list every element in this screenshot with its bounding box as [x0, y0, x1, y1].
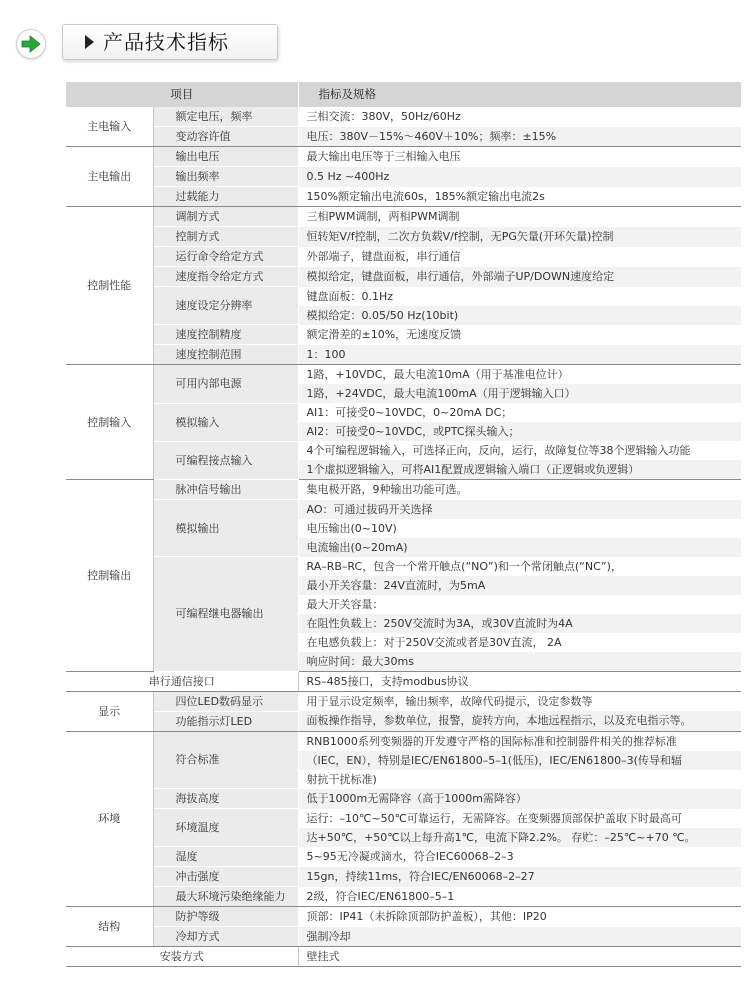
item-cell: 输出电压 — [153, 147, 298, 167]
value-cell: 最大开关容量： — [306, 597, 384, 611]
value-cell: 集电极开路，9种输出功能可选。 — [306, 483, 468, 497]
value-cell: AO：可通过拔码开关选择 — [298, 500, 741, 519]
value-cell: RS–485接口，支持modbus协议 — [298, 671, 741, 691]
table-row — [66, 227, 741, 247]
value-cell: 最大输出电压等于三相输入电压 — [306, 150, 461, 164]
spec-table — [66, 82, 741, 967]
value-cell: 电流输出(0~20mA) — [298, 538, 741, 557]
table-row — [66, 789, 741, 809]
arrow-right-icon — [16, 29, 46, 59]
value-cell: 15gn，持续11ms，符合IEC/EN60068–2–27 — [298, 867, 741, 887]
item-cell: 调制方式 — [153, 207, 298, 227]
value-cell: 面板操作指导，参数单位，报警，旋转方向，本地远程指示，以及充电指示等。 — [298, 711, 741, 731]
category-cell: 显示 — [66, 691, 153, 731]
page-title: 产品技术指标 — [103, 30, 229, 54]
item-cell: 冷却方式 — [153, 927, 298, 947]
value-cell: AI1：可接受0~10VDC，0~20mA DC； — [306, 406, 513, 419]
value-cell: 5~95无冷凝或滴水，符合IEC60068–2–3 — [306, 850, 514, 863]
item-cell: 四位LED数码显示 — [153, 691, 298, 711]
value-cell: 最小开关容量：24V直流时，为5mA — [298, 576, 741, 595]
item-cell: 运行命令给定方式 — [153, 247, 298, 267]
item-cell: 过载能力 — [153, 187, 298, 207]
table-row — [66, 127, 741, 147]
table-row — [66, 365, 741, 385]
item-cell: 功能指示灯LED — [153, 711, 298, 731]
value-cell: 恒转矩V/f控制，二次方负载V/f控制，无PG矢量(开环矢量)控制 — [298, 227, 741, 247]
value-cell: 在电感负载上：对于250V交流或者是30V直流， 2A — [306, 635, 562, 649]
value-cell: 外部端子，键盘面板，串行通信 — [306, 250, 461, 263]
item-cell: 速度控制精度 — [153, 325, 298, 345]
value-cell: 额定滑差的±10%，无速度反馈 — [306, 328, 462, 341]
item-cell: 防护等级 — [153, 907, 298, 927]
table-row — [66, 480, 741, 500]
item-cell: 变动容许值 — [153, 127, 298, 147]
value-cell: 在阻性负载上：250V交流时为3A，或30V直流时为4A — [298, 614, 741, 633]
table-row — [66, 287, 741, 306]
category-cell: 控制输入 — [66, 365, 153, 480]
table-row — [66, 147, 741, 167]
item-cell: 可用内部电源 — [153, 365, 298, 404]
table-row — [66, 947, 741, 967]
value-cell: 模拟给定：0.05/50 Hz(10bit) — [298, 306, 741, 325]
value-cell: 达+50℃，+50℃以上每升高1℃，电流下降2.2%。 存贮：–25℃~+70 ℃。 — [298, 828, 741, 847]
category-cell: 串行通信接口 — [66, 671, 298, 691]
table-row — [66, 403, 741, 422]
category-cell: 主电输入 — [66, 107, 153, 147]
value-cell: 150%额定输出电流60s，185%额定输出电流2s — [298, 187, 741, 207]
table-row — [66, 107, 741, 127]
table-row — [66, 847, 741, 867]
table-row — [66, 441, 741, 460]
value-cell: 响应时间：最大30ms — [298, 652, 741, 672]
item-cell: 控制方式 — [153, 227, 298, 247]
item-cell: 模拟输出 — [153, 500, 298, 557]
header-item: 项目 — [66, 82, 298, 107]
title-box — [62, 24, 278, 60]
value-cell: 0.5 Hz ~400Hz — [298, 167, 741, 187]
item-cell: 额定电压，频率 — [153, 107, 298, 127]
table-row — [66, 907, 741, 927]
value-cell: 强制冷却 — [298, 927, 741, 947]
value-cell: 1路，+10VDC，最大电流10mA（用于基准电位计） — [306, 368, 569, 381]
value-cell: 顶部：IP41（未拆除顶部防护盖板），其他：IP20 — [306, 910, 547, 924]
value-cell: 1个虚拟逻辑输入，可将AI1配置成逻辑输入端口（正逻辑或负逻辑） — [298, 460, 741, 480]
table-row — [66, 731, 741, 751]
item-cell: 模拟输入 — [153, 403, 298, 441]
table-row — [66, 267, 741, 287]
triangle-right-icon — [85, 35, 94, 49]
item-cell: 环境温度 — [153, 809, 298, 847]
table-row — [66, 887, 741, 907]
table-row — [66, 325, 741, 345]
table-row — [66, 809, 741, 828]
value-cell: 2级，符合IEC/EN61800–5–1 — [298, 887, 741, 907]
value-cell: 低于1000m无需降容（高于1000m需降容） — [298, 789, 741, 809]
table-row — [66, 207, 741, 227]
value-cell: 运行：–10℃~50℃可靠运行，无需降容。在变频器顶部保护盖取下时最高可 — [306, 811, 682, 825]
category-cell: 控制输出 — [66, 480, 153, 672]
category-cell: 安装方式 — [66, 947, 298, 967]
item-cell: 冲击强度 — [153, 867, 298, 887]
value-cell: 键盘面板：0.1Hz — [306, 289, 394, 303]
item-cell: 可编程接点输入 — [153, 441, 298, 480]
item-cell: 速度控制范围 — [153, 345, 298, 365]
item-cell: 脉冲信号输出 — [153, 480, 298, 500]
item-cell: 可编程继电器输出 — [153, 557, 298, 672]
table-row — [66, 167, 741, 187]
table-row — [66, 671, 741, 691]
item-cell: 速度设定分辨率 — [153, 287, 298, 325]
table-row — [66, 691, 741, 711]
item-cell: 符合标准 — [153, 731, 298, 789]
value-cell: RNB1000系列变频器的开发遵守严格的国际标准和控制器件相关的推荐标准 — [306, 734, 677, 748]
table-row — [66, 500, 741, 519]
value-cell: 壁挂式 — [298, 947, 741, 967]
table-row — [66, 187, 741, 207]
value-cell: AI2：可接受0~10VDC，或PTC探头输入； — [298, 422, 741, 441]
value-cell: 射抗干扰标准) — [306, 772, 377, 786]
value-cell: 模拟给定，键盘面板，串行通信，外部端子UP/DOWN速度给定 — [298, 267, 741, 287]
item-cell: 湿度 — [153, 847, 298, 867]
category-cell: 结构 — [66, 907, 153, 947]
item-cell: 最大环境污染绝缘能力 — [153, 887, 298, 907]
table-row — [66, 927, 741, 947]
category-cell: 环境 — [66, 731, 153, 907]
value-cell: 电压：380V－15%～460V＋10%；频率：±15% — [298, 127, 741, 147]
item-cell: 速度指令给定方式 — [153, 267, 298, 287]
item-cell: 海拔高度 — [153, 789, 298, 809]
value-cell: RA–RB–RC，包含一个常开触点(“NO”)和一个常闭触点(“NC”)， — [306, 559, 622, 573]
table-row — [66, 557, 741, 576]
table-row — [66, 345, 741, 365]
value-cell: 三相PWM调制，两相PWM调制 — [306, 210, 460, 224]
value-cell: 电压输出(0~10V) — [306, 521, 397, 535]
item-cell: 输出频率 — [153, 167, 298, 187]
header-spec: 指标及规格 — [298, 82, 741, 107]
value-cell: 1路，+24VDC，最大电流100mA（用于逻辑输入口） — [298, 384, 741, 403]
value-cell: 4个可编程逻辑输入，可选择正向，反向，运行，故障复位等38个逻辑输入功能 — [306, 444, 691, 457]
table-header-row — [66, 82, 741, 107]
value-cell: 三相交流：380V，50Hz/60Hz — [306, 110, 461, 124]
value-cell: 1：100 — [298, 345, 741, 365]
category-cell: 控制性能 — [66, 207, 153, 365]
category-cell: 主电输出 — [66, 147, 153, 207]
table-row — [66, 711, 741, 731]
table-row — [66, 867, 741, 887]
value-cell: （IEC，EN），特别是IEC/EN61800–5–1(低压)，IEC/EN61800–3(传导和辐 — [298, 751, 741, 770]
table-row — [66, 247, 741, 267]
value-cell: 用于显示设定频率，输出频率，故障代码提示，设定参数等 — [306, 694, 593, 708]
